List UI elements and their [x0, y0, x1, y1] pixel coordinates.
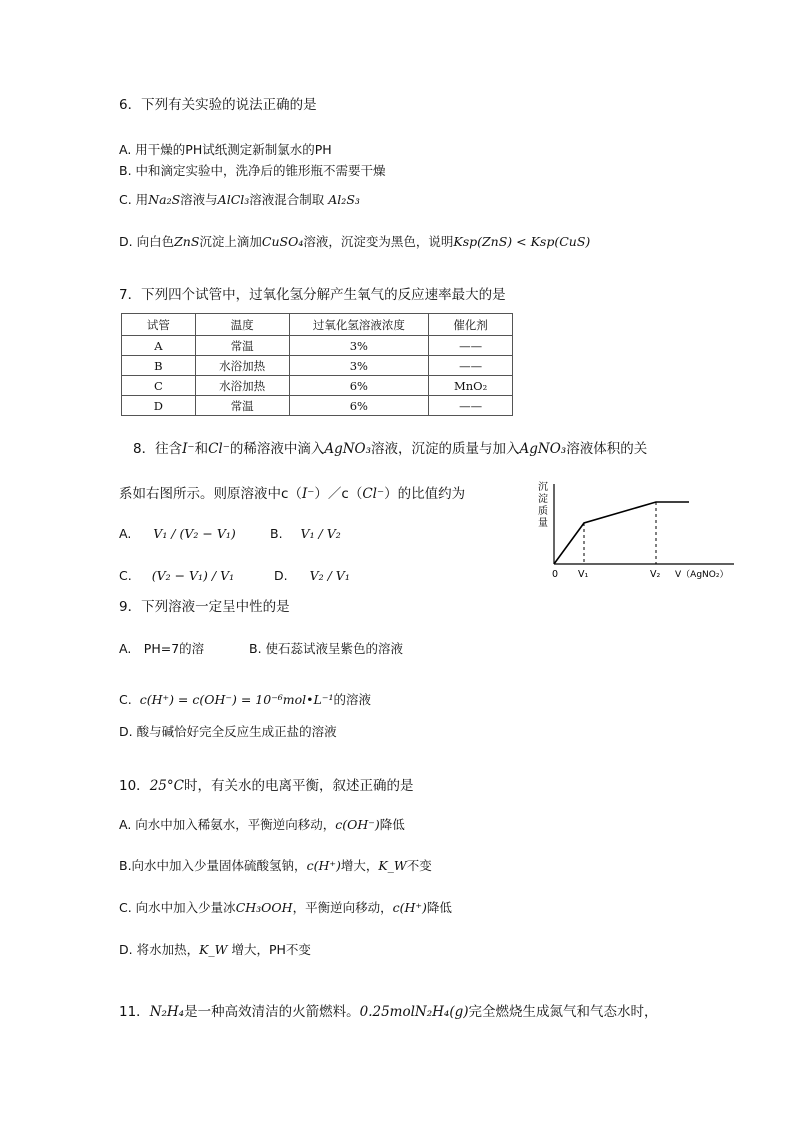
q8-line2-end: ）的比值约为	[384, 486, 466, 502]
table-cell: 3%	[289, 356, 429, 376]
q9-option-c	[119, 692, 371, 708]
q10-stem-end: 时，有关水的电离平衡，叙述正确的是	[183, 778, 414, 794]
graph-v1-label: V₁	[578, 569, 589, 580]
q8-option-b	[270, 526, 341, 542]
graph-origin-label: 0	[552, 569, 559, 580]
table-row	[122, 356, 513, 376]
q8-b-expr: V₁ / V₂	[300, 526, 341, 541]
q6-stem: 6．下列有关实验的说法正确的是	[119, 97, 317, 113]
q10-a-end: 降低	[379, 817, 405, 832]
table-cell: C	[122, 376, 196, 396]
q6-d-zns: ZnS	[174, 234, 200, 249]
table-cell: A	[122, 336, 196, 356]
q8-line2-iodide: I⁻	[301, 486, 315, 502]
q8-stem	[133, 441, 647, 457]
q10-c-end: 降低	[426, 900, 452, 915]
q10-b-kw: K_W	[378, 858, 407, 873]
table-cell: 3%	[289, 336, 429, 356]
q6-d-ksp: Ksp(ZnS) < Ksp(CuS)	[453, 234, 591, 249]
q10-option-d	[119, 942, 311, 958]
q6-c-al2s3: Al₂S₃	[328, 192, 360, 207]
q10-option-b	[119, 858, 432, 874]
table-cell: 常温	[195, 396, 289, 416]
q10-stem	[119, 778, 413, 794]
q10-stem-prefix: 10．	[119, 778, 150, 794]
q8-precipitate-graph	[532, 478, 737, 586]
q8-stem-line2	[119, 486, 465, 502]
q10-a-expr: c(OH⁻)	[335, 817, 380, 832]
q8-agno3: AgNO₃	[324, 441, 372, 457]
q11-stem-prefix: 11．	[119, 1004, 150, 1020]
q8-line2-chloride: Cl⁻	[362, 486, 385, 502]
q8-stem-end: 溶液体积的关	[566, 441, 648, 457]
table-cell: 水浴加热	[195, 376, 289, 396]
table-cell: MnO₂	[429, 376, 513, 396]
q10-c-expr: CH₃OOH	[235, 900, 293, 915]
q10-temperature: 25°C	[149, 778, 184, 794]
q8-agno3-b: AgNO₃	[519, 441, 567, 457]
q8-and: 和	[194, 441, 209, 457]
table-row	[122, 376, 513, 396]
q6-c-mid: 溶液与	[180, 192, 218, 207]
graph-v2-label: V₂	[650, 569, 661, 580]
q10-b-end: 不变	[406, 858, 432, 873]
q9-c-expr: c(H⁺) = c(OH⁻) = 10⁻⁶mol•L⁻¹	[139, 692, 334, 707]
q9-option-d: D. 酸与碱恰好完全反应生成正盐的溶液	[119, 724, 337, 739]
table-header-cell: 过氧化氢溶液浓度	[289, 314, 429, 336]
q11-n2h4: N₂H₄	[149, 1004, 185, 1020]
q10-d-prefix: D. 将水加热，	[119, 942, 200, 957]
q9-c-label: C.	[119, 692, 132, 707]
q6-option-c	[119, 192, 360, 208]
table-cell: ——	[429, 356, 513, 376]
table-cell: D	[122, 396, 196, 416]
q8-chloride: Cl⁻	[208, 441, 230, 457]
graph-ylabel-char: 沉	[538, 482, 548, 493]
table-header-cell: 温度	[195, 314, 289, 336]
table-row	[122, 336, 513, 356]
q10-option-a	[119, 817, 405, 833]
table-header-row	[122, 314, 513, 336]
q8-option-d	[274, 568, 350, 584]
q8-d-expr: V₂ / V₁	[309, 568, 350, 583]
table-cell: B	[122, 356, 196, 376]
q6-d-prefix: D. 向白色	[119, 234, 175, 249]
q8-d-label: D.	[274, 568, 288, 583]
q8-a-label: A.	[119, 526, 132, 541]
q8-line2-mid: ）／c（	[314, 486, 363, 502]
q8-a-expr: V₁ / (V₂ − V₁)	[153, 526, 236, 541]
q10-d-kw: K_W	[199, 942, 228, 957]
table-row	[122, 396, 513, 416]
q10-c-mid: ，平衡逆向移动，	[292, 900, 393, 915]
graph-ylabel-char: 淀	[538, 494, 548, 505]
q8-b-label: B.	[270, 526, 283, 541]
q6-c-na2s: Na₂S	[148, 192, 181, 207]
table-header-cell: 催化剂	[429, 314, 513, 336]
q6-d-mid: 沉淀上滴加	[199, 234, 262, 249]
q9-stem: 9．下列溶液一定呈中性的是	[119, 599, 290, 615]
q8-stem-prefix: 8．往含	[133, 441, 183, 457]
table-cell: ——	[429, 336, 513, 356]
q8-line2-prefix: 系如右图所示。则原溶液中c（	[119, 486, 302, 502]
q11-stem	[119, 1004, 658, 1020]
q8-option-c	[119, 568, 234, 584]
q10-b-mid: 增大，	[340, 858, 379, 873]
q6-option-b: B. 中和滴定实验中，洗净后的锥形瓶不需要干燥	[119, 163, 386, 178]
q10-d-end: 增大，PH不变	[227, 942, 311, 957]
q8-c-label: C.	[119, 568, 132, 583]
table-header-cell: 试管	[122, 314, 196, 336]
graph-curve	[554, 502, 689, 564]
graph-x-label: V（AgNO₂）	[675, 570, 729, 580]
table-cell: 6%	[289, 376, 429, 396]
q8-c-expr: (V₂ − V₁) / V₁	[151, 568, 235, 583]
table-cell: 6%	[289, 396, 429, 416]
q6-d-mid2: 溶液，沉淀变为黑色，说明	[303, 234, 454, 249]
q7-stem: 7．下列四个试管中，过氧化氢分解产生氧气的反应速率最大的是	[119, 287, 506, 303]
q9-c-end: 的溶液	[333, 692, 371, 707]
q8-stem-mid2: 溶液，沉淀的质量与加入	[371, 441, 520, 457]
graph-ylabel-char: 质	[538, 506, 548, 517]
table-cell: ——	[429, 396, 513, 416]
q10-b-prefix: B.向水中加入少量固体硫酸氢钠，	[119, 858, 307, 873]
q6-c-prefix: C. 用	[119, 192, 149, 207]
q11-amount: 0.25molN₂H₄(g)	[359, 1004, 469, 1020]
q8-iodide: I⁻	[182, 441, 195, 457]
q11-stem-mid: 是一种高效清洁的火箭燃料。	[184, 1004, 360, 1020]
q6-c-mid2: 溶液混合制取	[249, 192, 325, 207]
q9-option-a: A. PH=7的溶	[119, 641, 205, 656]
table-cell: 常温	[195, 336, 289, 356]
q7-table	[121, 313, 513, 416]
q6-option-d	[119, 234, 590, 250]
q6-d-cuso4: CuSO₄	[261, 234, 304, 249]
q10-a-prefix: A. 向水中加入稀氨水，平衡逆向移动，	[119, 817, 336, 832]
q6-c-alcl3: AlCl₃	[217, 192, 250, 207]
q10-c-prefix: C. 向水中加入少量冰	[119, 900, 236, 915]
q10-option-c	[119, 900, 452, 916]
graph-ylabel-char: 量	[538, 518, 548, 529]
q8-stem-mid: 的稀溶液中滴入	[229, 441, 325, 457]
q10-b-expr: c(H⁺)	[306, 858, 341, 873]
q11-stem-end: 完全燃烧生成氮气和气态水时，	[468, 1004, 658, 1020]
table-cell: 水浴加热	[195, 356, 289, 376]
q8-option-a	[119, 526, 236, 542]
q10-c-expr2: c(H⁺)	[392, 900, 427, 915]
q6-option-a: A. 用干燥的PH试纸测定新制氯水的PH	[119, 142, 332, 157]
q9-option-b: B. 使石蕊试液呈紫色的溶液	[249, 641, 404, 656]
